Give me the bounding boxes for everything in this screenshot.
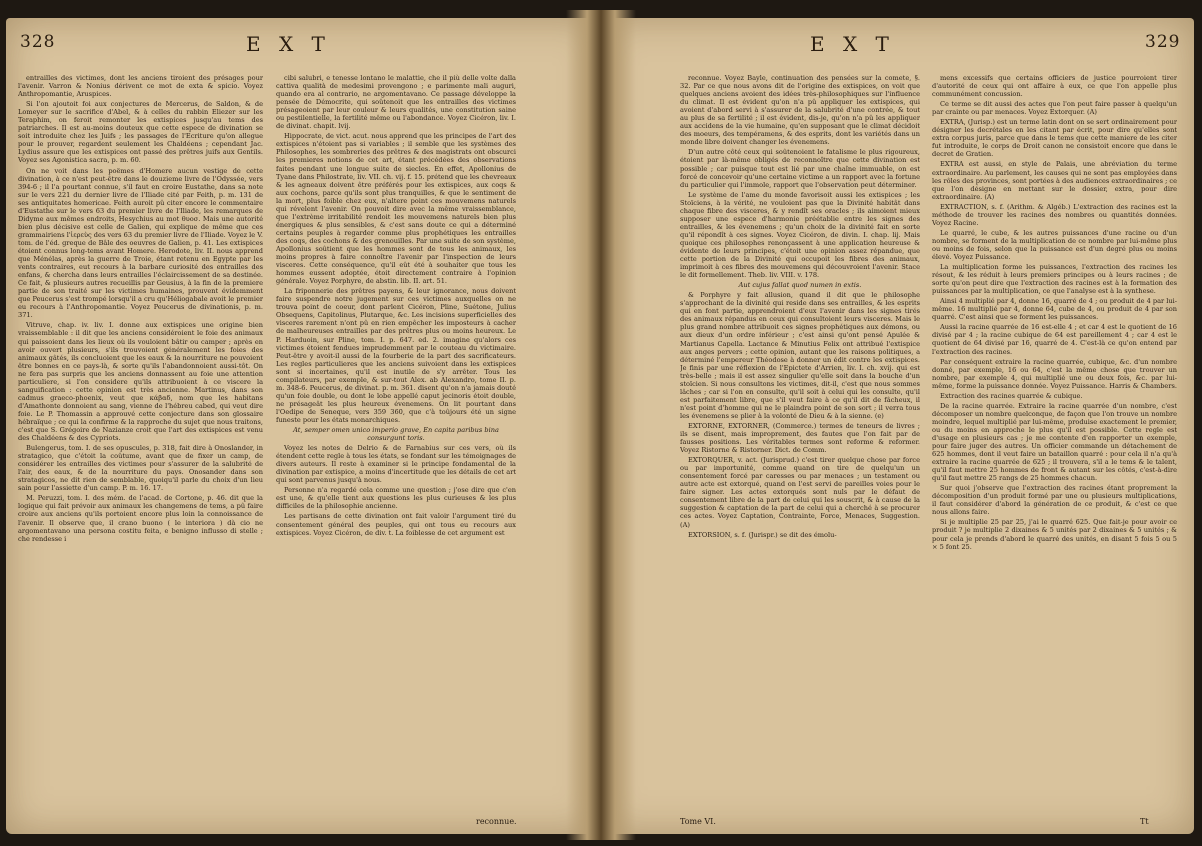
paragraph: Par conséquent extraire la racine quarrée, cubique, &c. d'un nombre donné, par exemple, 16 ou 64, c'est la même chose que trouver un nombre, par exemple 4, qui multiplié une ou deux fois, &c. par lui-même, forme la puissance donnée. Voyez Puissance. Harris & Chambers. xyxy=(932,357,1177,390)
right-running-head: E X T xyxy=(810,32,895,56)
paragraph: Sur quoi j'observe que l'extraction des racines étant proprement la décomposition d'un produit formé par une ou plusieurs multiplications, il faut considérer d'abord la génération de ce produit, & c'est ce que nous allons faire. xyxy=(932,484,1177,517)
left-catchword: reconnue. xyxy=(476,817,517,826)
paragraph: Extraction des racines quarrée & cubique. xyxy=(940,391,1083,400)
paragraph: La multiplication forme les puissances, l'extraction des racines les résout, & les réduit à leurs premiers principes ou à leurs racines ; de sorte qu'on peut dire que l'extraction des racines est à la formation des puissances par la multiplication, ce que l'analyse est à la synthese. xyxy=(932,263,1177,296)
left-column-2 xyxy=(276,74,516,824)
paragraph: EXTRA est aussi, en style de Palais, une abréviation du terme extraordinaire. Au parlement, les causes qui ne sont pas employées dans les rôles des provinces, sont portées à des audiences extraordinaires ; ce que l'on désigne en mettant sur le dossier, extra, pour dire extraordinaire. (A) xyxy=(932,160,1177,201)
paragraph: Les partisans de cette divination ont fait valoir l'argument tiré du consentement général des peuples, qui ont tous eu recours aux extispices. Voyez Cicéron, de div. t. La foiblesse de cet argument est xyxy=(276,512,516,537)
left-column-1 xyxy=(18,74,263,824)
paragraph: D'un autre côté ceux qui soûtenoient le fatalisme le plus rigoureux, étoient par là-même obligés de reconnoître que cette divination est possible ; car puisque tout est lié par une chaîne immuable, on est forcé de concevoir qu'une certaine victime a un rapport avec la fortune du particulier qui l'immole, rapport que l'observation peut déterminer. xyxy=(680,148,920,189)
paragraph: Voyez les notes de Delrio & de Farnabius sur ces vers, où ils étendent cette regle à tous les états, se fondant sur les témoignages de divers auteurs. Il reste à examiner si le principe fondamental de la divination par extispice, a moins d'incertitude que les détails de cet art qui sont parvenus jusqu'à nous. xyxy=(276,444,516,485)
paragraph: Ainsi 4 multiplié par 4, donne 16, quarré de 4 ; ou produit de 4 par lui-même. 16 multiplié par 4, donne 64, cube de 4, ou produit de 4 par son quarré. C'est ainsi que se forment les puissances. xyxy=(932,297,1177,322)
paragraph: M. Peruzzi, tom. I. des mém. de l'acad. de Cortone, p. 46. dit que la logique qui fait prévoir aux animaux les changemens de tems, a pû faire croire aux anciens qu'ils portoient encore plus loin la connoissance de l'avenir. Il observe que, il crano buono ( le interiora ) dà cio ne argomentavano una persona costitu feita, e benigno influsso di stelle ; che rendesse i xyxy=(18,494,263,543)
right-catchword: Tt xyxy=(1140,817,1149,826)
paragraph: Personne n'a regardé cela comme une question ; j'ose dire que c'en est une, & qu'elle tient aux questions les plus curieuses & les plus difficiles de la philosophie ancienne. xyxy=(276,486,516,511)
paragraph: Si je multiplie 25 par 25, j'ai le quarré 625. Que fait-je pour avoir ce produit ? je multiplie 2 dixaines & 5 unités par 2 dixaines & 5 unités ; & pour cela je prends d'abord le quarré des unités, en disant 5 fois 5 ou 5 × 5 font 25. xyxy=(932,518,1177,551)
paragraph: Aussi la racine quarrée de 16 est-elle 4 ; et car 4 est le quotient de 16 divisé par 4 ; la racine cubique de 64 est pareillement 4 ; car 4 est le quotient de 64 divisé par 16, quarré de 4. C'est-là ce qu'on entend par l'extraction des racines. xyxy=(932,323,1177,356)
signature-mark: Tome VI. xyxy=(680,817,716,826)
open-book xyxy=(6,10,1194,840)
paragraph: Vitruve, chap. iv. liv. I. donne aux extispices une origine bien vraissemblable : il dit que les anciens considéroient le foie des animaux qui paissoient dans les lieux où ils vouloient bâtir ou camper ; après en avoir ouvert plusieurs, s'ils trouvoient généralement les foies des animaux gâtés, ils concluoient que les eaux & la nourriture ne pouvoient être bonnes en ce pays-là, & sorte qu'ils l'abandonnoient aussi-tôt. On ne fera pas surpris que les anciens donnassent au foie une attention particuliere, si l'on considere qu'ils attribuoient à ce viscere la sanguification : cette opinion est très ancienne. Martinus, dans son cadmus graeco-phoenix, veut que κάβαδ, nom que les habitans d'Amathonte donnoient au sang, vienne de l'hébreu cabed, qui veut dire foie. Le P. Thomassin a approuvé cette conjecture dans son glossaire hébraïque ; ce qui la confirme & la rapproche du sujet que nous traitons, c'est que S. Grégoire de Nazianze croit que l'art des extispices est venu des Chaldéens & des Cypriots. xyxy=(18,321,263,443)
paragraph: Ce terme se dit aussi des actes que l'on peut faire passer à quelqu'un par crainte ou par menaces. Voyez Extorquer. (A) xyxy=(932,100,1177,117)
paragraph: De la racine quarrée. Extraire la racine quarrée d'un nombre, c'est décomposer un nombre quelconque, de façon que l'on trouve un nombre moindre, lequel multiplié par lui-même, produise exactement le premier, ou du moins en approche le plus qu'il est possible. Cette regle est d'usage en plusieurs cas ; je me contente d'en rapporter un exemple, pour faire juger des autres. Un officier commande un détachement de 625 hommes, dont il veut faire un bataillon quarré : pour cela il n'a qu'à extraire la racine quarrée de 625 ; il trouvera, s'il a le tems & le talent, qu'il faut mettre 25 hommes de front & autant sur les côtés, c'est-à-dire qu'il faut mettre 25 rangs de 25 hommes chacun. xyxy=(932,401,1177,483)
right-column-1 xyxy=(680,74,920,824)
paragraph: EXTORNE, EXTORNER, (Commerce.) termes de teneurs de livres ; ils se disent, mais improprement, des fautes que l'on fait par de fausses positions. Les véritables termes sont reforme & reformer. Voyez Ristorne & Ristorner. Dict. de Comm. xyxy=(680,421,920,455)
left-page-number: 328 xyxy=(20,32,56,52)
paragraph: mens excessifs que certains officiers de justice pourroient tirer d'autorité de ceux qui ont affaire à eux, ce que l'on appelle plus communément concussion. xyxy=(932,74,1177,99)
paragraph: entrailles des victimes, dont les anciens tiroient des présages pour l'avenir. Varron & Nonius dérivent ce mot de exta & spicio. Voyez Anthropomantie, Aruspices. xyxy=(18,74,263,99)
paragraph: EXTORSION, s. f. (Jurispr.) se dit des émolu- xyxy=(688,530,837,539)
right-column-2 xyxy=(932,74,1177,824)
paragraph: On ne voit dans les poëmes d'Homere aucun vestige de cette divination, à ce n'est peut-être dans le douzieme livre de l'Odyssée, vers 394-6 ; il l'a pourtant connue, s'il faut en croire Eustathe, dans sa note sur le vers 221 du dernier livre de l'Iliade cité par Feith, p. m. 131 de ses antiquitates homericae. Feith auroit pû citer encore le commentaire d'Eustathe sur le vers 63 du premier livre de l'Iliade, les remarques de Didyme aux mêmes endroits, Hesychius au mot θυοσ. Mais une autorité bien plus décisive est celle de Galien, qui explique de même que ces grammairiens l'ἱερεὺς des vers 63 du premier livre de l'Iliade. Voyez le V. tom. de l'éd. greque de Bâle des oeuvres de Galien, p. 41. Les extispices étoient connus long-tems avant Homere. Herodote, liv. II. nous apprend que Ménélas, après la guerre de Troie, étant retenu en Egypte par les vents contraires, eut recours à la barbare curiosité des entrailles des enfans, & chercha dans leurs entrailles l'éclaircissement de sa destinée. Ce fait, & plusieurs autres recueillis par Geusius, à la fin de la premiere partie de son traité sur les victimes humaines, prouvent évidemment que Peucerus s'est trompé lorsqu'il a cru qu'Héliogabale avoit le premier eu recours à l'Anthropomantie. Voyez Peucerus de divinationis, p. m. 371. xyxy=(18,166,263,320)
paragraph: Le système de l'ame du monde favorisoit aussi les extispices ; les Stoïciens, à la vérité, ne vouloient pas que la Divinité habitât dans chaque fibre des visceres, & y rendît ses oracles ; ils aimoient mieux supposer une espece d'harmonie préétablie entre les signes des entrailles, & les évenemens ; qu'un choix de la divinité fait en sorte qu'il répondît à ces signes. Voyez Cicéron, de divin. I. chap. lij. Mais quoique ces philosophes renonçassent à une application heureuse & évidente de leurs principes, c'étoit une opinion assez répandue, que cette portion de la Divinité qui occupoit les fibres des animaux, imprimoit à ces fibres des mouvemens qui découvroient l'avenir. Stace le dit formellement. Theb. liv. VIII. v. 178. xyxy=(680,190,920,280)
paragraph: Le quarré, le cube, & les autres puissances d'une racine ou d'un nombre, se forment de la multiplication de ce nombre par lui-même plus ou moins de fois, selon que la puissance est d'un degré plus ou moins élevé. Voyez Puissance. xyxy=(932,228,1177,261)
paragraph: cibi salubri, e tenesse lontano le malattie, che il più delle volte dalla cattiva qualità de medesimi provengono ; e parimente mali auguri, quando era al contrario, ne argomentavano. Ce passage développe la pensée de Démocrite, qui soûtenoit que les entrailles des victimes présageoient par leur couleur & leurs qualités, une constitution saine ou pestilentielle, la fertilité même ou l'abondance. Voyez Cicéron, liv. I. de divinat. chapit. lvij. xyxy=(276,74,516,131)
paragraph: & Porphyre y fait allusion, quand il dit que le philosophe s'approchant de la divinité qui reside dans ses entrailles, & les esprits qui en font partie, apprendroient d'eux l'avenir dans les signes tirés des animaux répandus en ceux qui consultoient leurs visceres. Mais le plus grand nombre attribuoit ces signes prophétiques aux démons, ou aux dieux d'un ordre inférieur ; c'est ainsi qu'ont pensé Apulée & Martianus Capella. Lactance & Minutius Felix ont attribué l'extispice aux anges pervers ; cette opinion, autant que les raisons politiques, a déterminé l'empereur Théodose à donner un édit contre les extispices. Je finis par une réflexion de l'Epictete d'Arrien, liv. I. ch. xvij. qui est très-belle ; mais il est assez singulier qu'elle soit dans la bouche d'un stoïcien. Si nous consultons les victimes, dit-il, c'est que nous sommes lâches ; car si l'on en consulte, qu'il soit à celui qui les consulte, qu'il est parfaitement libre, que s'il veut faire à ce qu'il dit de fâcheux, il n'est point d'homme qui ne le plaindra point de son sort ; il verra tous les évenemens se plier à la volonté de Dieu & à la sienne. (e) xyxy=(680,291,920,420)
paragraph: EXTRA, (Jurisp.) est un terme latin dont on se sert ordinairement pour désigner les decrétales en les citant par écrit, pour dire qu'elles sont extra corpus juris, parce que dans le tems que cette maniere de les citer fut introduite, le corps de Droit canon ne consistoit encore que dans le decret de Gratien. xyxy=(932,118,1177,159)
paragraph: At, semper omen unico imperio grave, En capita paribus bina consurgunt toris. xyxy=(293,426,499,443)
paragraph: Aut cujus fallat quod numen in extis. xyxy=(738,281,862,290)
paragraph: Hippocrate, de vict. acut. nous apprend que les principes de l'art des extispices n'étoient pas si variables ; il semble que les systèmes des Philosophes, les sombreries des prêtres & des magistrats ont obscurci les premieres notions de cet art, étant précédées des observations faites pendant une longue suite de siecles. En effet, Apollonius de Tyane dans Philostrate, liv. VII. ch. vij. f. 15. prétend que les chevreaux & les agneaux doivent être préférés pour les extispices, aux coqs & aux cochons, parce qu'ils sont plus tranquilles, & que le sentiment de la mort, plus foible chez eux, n'altere point ces mouvemens naturels qui révelent l'avenir. On pouvoit dire avec la même vraissemblance, que l'extrème irritabilité rendoit les mouvemens naturels bien plus énergiques & plus sensibles, & c'est sans doute ce qui a déterminé certains peuples à regarder comme plus prophétiques les entrailles des coqs, des cochons & des grenouilles. Par une suite de son système, Apollonius soûtient que les hommes sont de tous les animaux, les moins propres à faire connoître l'avenir par l'inspection de leurs visceres. Cette conséquence, qu'il eût été à souhaiter que tous les hommes eussent adoptée, étoit directement contraire à l'opinion générale. Voyez Porphyre, de abstin. lib. II. art. 51. xyxy=(276,132,516,286)
paragraph: Bulengerus, tom. I. de ses opuscules, p. 318, fait dire à Onoslander, in stratagico, que c'étoit la coûtume, avant que de fixer un camp, de considérer les entrailles des victimes pour s'assurer de la salubrité de l'air, des eaux, & de la nourriture du pays. Onosander dans son stratagicos, ne dit rien de semblable, quoiqu'il parle du choix d'un lieu sain pour l'assiette d'un camp. P. m. 16. 17. xyxy=(18,444,263,493)
paragraph: reconnue. Voyez Bayle, continuation des pensées sur la comete, §. 32. Par ce que nous avons dit de l'origine des extispices, on voit que quelques anciens avoient des idées très-philosophiques sur l'influence du climat. Il est évident qu'on n'a pû appliquer les extispices, qui avoient d'abord servi à s'assurer de la salubrité d'une contrée, & tout au plus de sa fertilité ; il est évident, dis-je, qu'on n'a pû les appliquer aux accidens de la vie humaine, qu'en supposant que le climat décidoit des moeurs, des tempéramens, & des esprits, dont les variétés dans un monde libre doivent changer les évenemens. xyxy=(680,74,920,147)
paragraph: EXTORQUER, v. act. (Jurisprud.) c'est tirer quelque chose par force ou par importunité, comme quand on tire de quelqu'un un consentement forcé par caresses ou par menaces ; un testament ou autre acte est extorqué, quand on l'est servi de pareilles voies pour le faire signer. Les actes extorqués sont nuls par le défaut de consentement libre de la part de celui qui les souscrit, & à cause de la suggestion & captation de la part de celui qui a cherché à se procurer ces actes. Voyez Captation, Contrainte, Force, Menaces, Suggestion. (A) xyxy=(680,456,920,529)
left-page xyxy=(6,18,600,834)
right-page xyxy=(600,18,1194,834)
paragraph: La friponnerie des prêtres payens, & leur ignorance, nous doivent faire suspendre notre jugement sur ces victimes auxquelles on ne trouva point de coeur, dont parlent Cicéron, Pline, Suétone, Julius Obsequens, Capitolinus, Plutarque, &c. Les incisions superficielles des visceres rarement n'ont pû en rien empêcher les imposteurs à cacher de malheureuses entrailles par des prêtres plus ou moins heureux. Le P. Harduoin, sur Pline, tom. I. p. 647. ed. 2. imagine qu'alors ces victimes étoient fendues imprudemment par le couteau du victimaire. Peut-être y avoit-il aussi de la fourberie de la part des sacrificateurs. Les regles particulieres que les anciens suivoient dans les extispices sont si incertaines, qu'il est inutile de s'y arrêter. Tous les compilateurs, par exemple, & sur-tout Alex. ab Alexandro, tome II. p. m. 348-6. Peucerus, de divinat. p. m. 361. disent qu'on n'a jamais douté qu'un foie double, ou dont le lobe appellé caput jecinoris étoit double, ne présageât les plus heureux évenemens. On lit pourtant dans l'Oedipe de Seneque, vers 359 360, que c'à toûjours été un signe funeste pour les états monarchiques. xyxy=(276,287,516,424)
paragraph: EXTRACTION, s. f. (Arithm. & Algéb.) L'extraction des racines est la méthode de trouver les racines des nombres ou quantités données. Voyez Racine. xyxy=(932,202,1177,227)
left-running-head: E X T xyxy=(246,32,331,56)
paragraph: Si l'on ajoutoit foi aux conjectures de Mercerus, de Saldon, & de Lomeyer sur le sacrifice d'Abel, & à celles du rabbin Eliezer sur les Teraphim, on feroit remonter les extispices jusqu'au tems des patriarches. Il est au-moins douteux que cette espece de divination se soit introduite chez les Juifs ; les passages de l'Ecriture qu'on allegue pour le prouver, regardent seulement les Chaldéens ; cependant Jac. Lydius assure que les extispices ont passé des prêtres juifs aux Gentils. Voyez ses Agonistica sacra, p. m. 60. xyxy=(18,100,263,165)
right-page-number: 329 xyxy=(1145,32,1181,52)
